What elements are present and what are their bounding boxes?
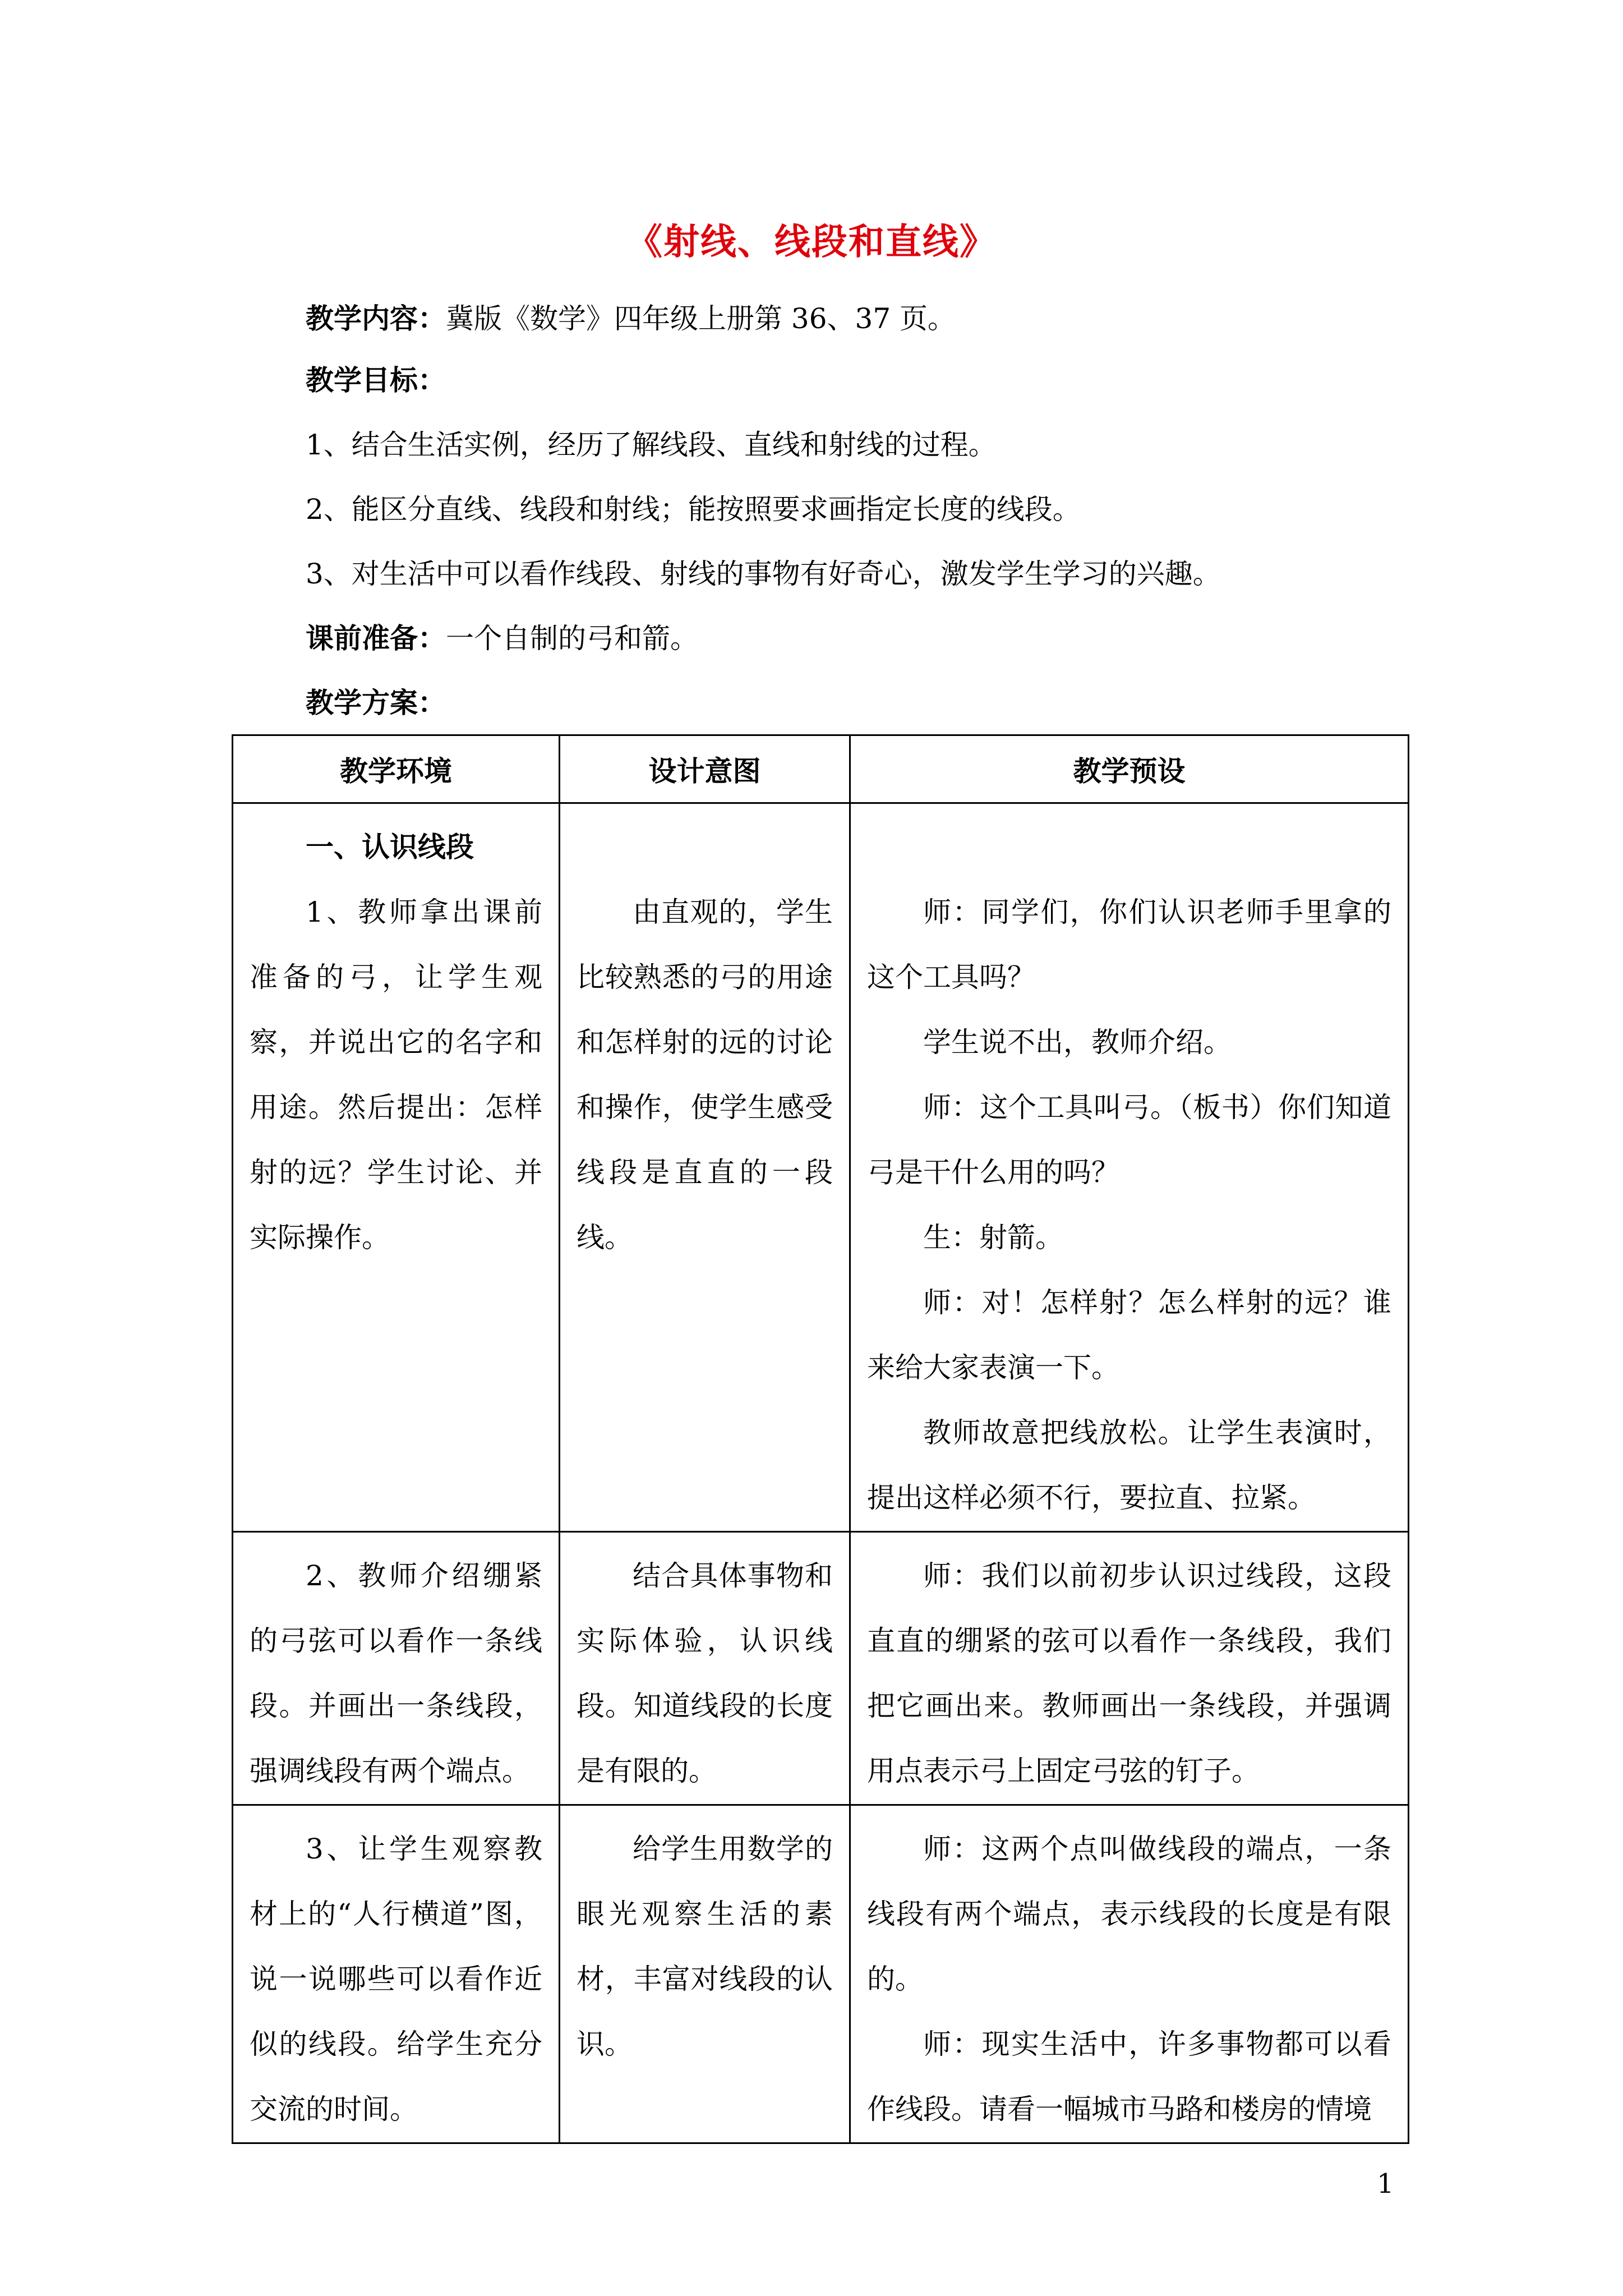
header-cell-env: 教学环境 (233, 735, 560, 803)
preset-text: 教师故意把线放松。让学生表演时，提出这样必须不行，要拉直、拉紧。 (867, 1416, 1391, 1514)
intent-text: 给学生用数学的眼光观察生活的素材，丰富对线段的认识。 (577, 1833, 833, 2060)
env-text: 1、教师拿出课前准备的弓，让学生观察，并说出它的名字和用途。然后提出：怎样射的远？学生讨论、并实际操作。 (250, 896, 542, 1254)
intent-text: 结合具体事物和实际体验，认识线段。知道线段的长度是有限的。 (577, 1559, 833, 1787)
section-heading: 一、认识线段 (306, 830, 474, 863)
env-cell (233, 803, 560, 1532)
intent-cell (560, 1805, 850, 2143)
table-header-row (233, 735, 1409, 803)
preset-text: 师：我们以前初步认识过线段，这段直直的绷紧的弦可以看作一条线段，我们把它画出来。教师画出一条线段，并强调用点表示弓上固定弓弦的钉子。 (867, 1559, 1391, 1787)
preset-text: 师：这两个点叫做线段的端点，一条线段有两个端点，表示线段的长度是有限的。 (867, 1833, 1391, 1995)
env-text: 2、教师介绍绷紧的弓弦可以看作一条线段。并画出一条线段，强调线段有两个端点。 (250, 1559, 542, 1787)
preset-text: 师：现实生活中，许多事物都可以看作线段。请看一幅城市马路和楼房的情境 (867, 2028, 1391, 2125)
env-cell (233, 1532, 560, 1805)
table-row (233, 1805, 1409, 2143)
env-cell (233, 1805, 560, 2143)
prep-line (306, 620, 698, 657)
goal-item: 1、结合生活实例，经历了解线段、直线和射线的过程。 (306, 429, 997, 461)
preset-text: 学生说不出，教师介绍。 (923, 1026, 1232, 1059)
plan-heading (306, 684, 446, 721)
preset-cell (850, 803, 1409, 1532)
content-label: 教学内容： (306, 302, 446, 335)
document-title: 《射线、线段和直线》 (626, 221, 997, 263)
intent-cell (560, 803, 850, 1532)
header-cell-preset: 教学预设 (850, 735, 1409, 803)
goals-label: 教学目标： (306, 364, 446, 397)
lesson-plan-table (232, 734, 1409, 2144)
table-row (233, 803, 1409, 1532)
goal-item: 2、能区分直线、线段和射线；能按照要求画指定长度的线段。 (306, 493, 1081, 526)
intent-text: 由直观的，学生比较熟悉的弓的用途和怎样射的远的讨论和操作，使学生感受线段是直直的一段线。 (577, 896, 833, 1254)
header-cell-intent: 设计意图 (560, 735, 850, 803)
preset-cell (850, 1805, 1409, 2143)
preset-cell (850, 1532, 1409, 1805)
env-text: 3、让学生观察教材上的“人行横道”图，说一说哪些可以看作近似的线段。给学生充分交流的时间。 (250, 1833, 542, 2125)
prep-label: 课前准备： (306, 622, 446, 655)
goal-item: 3、对生活中可以看作线段、射线的事物有好奇心，激发学生学习的兴趣。 (306, 558, 1221, 590)
plan-label: 教学方案： (306, 686, 446, 719)
preset-text: 师：同学们，你们认识老师手里拿的这个工具吗？ (867, 896, 1391, 993)
intent-cell (560, 1532, 850, 1805)
content-line (306, 300, 956, 337)
table-row (233, 1532, 1409, 1805)
preset-text: 师：这个工具叫弓。（板书）你们知道弓是干什么用的吗？ (867, 1091, 1391, 1189)
preset-text: 生：射箭。 (923, 1221, 1063, 1254)
preset-text: 师：对！怎样射？怎么样射的远？谁来给大家表演一下。 (867, 1286, 1391, 1384)
content-text: 冀版《数学》四年级上册第 36、37 页。 (446, 302, 956, 335)
goals-heading (306, 362, 446, 399)
prep-text: 一个自制的弓和箭。 (446, 622, 698, 655)
page-number: 1 (1377, 2168, 1394, 2200)
